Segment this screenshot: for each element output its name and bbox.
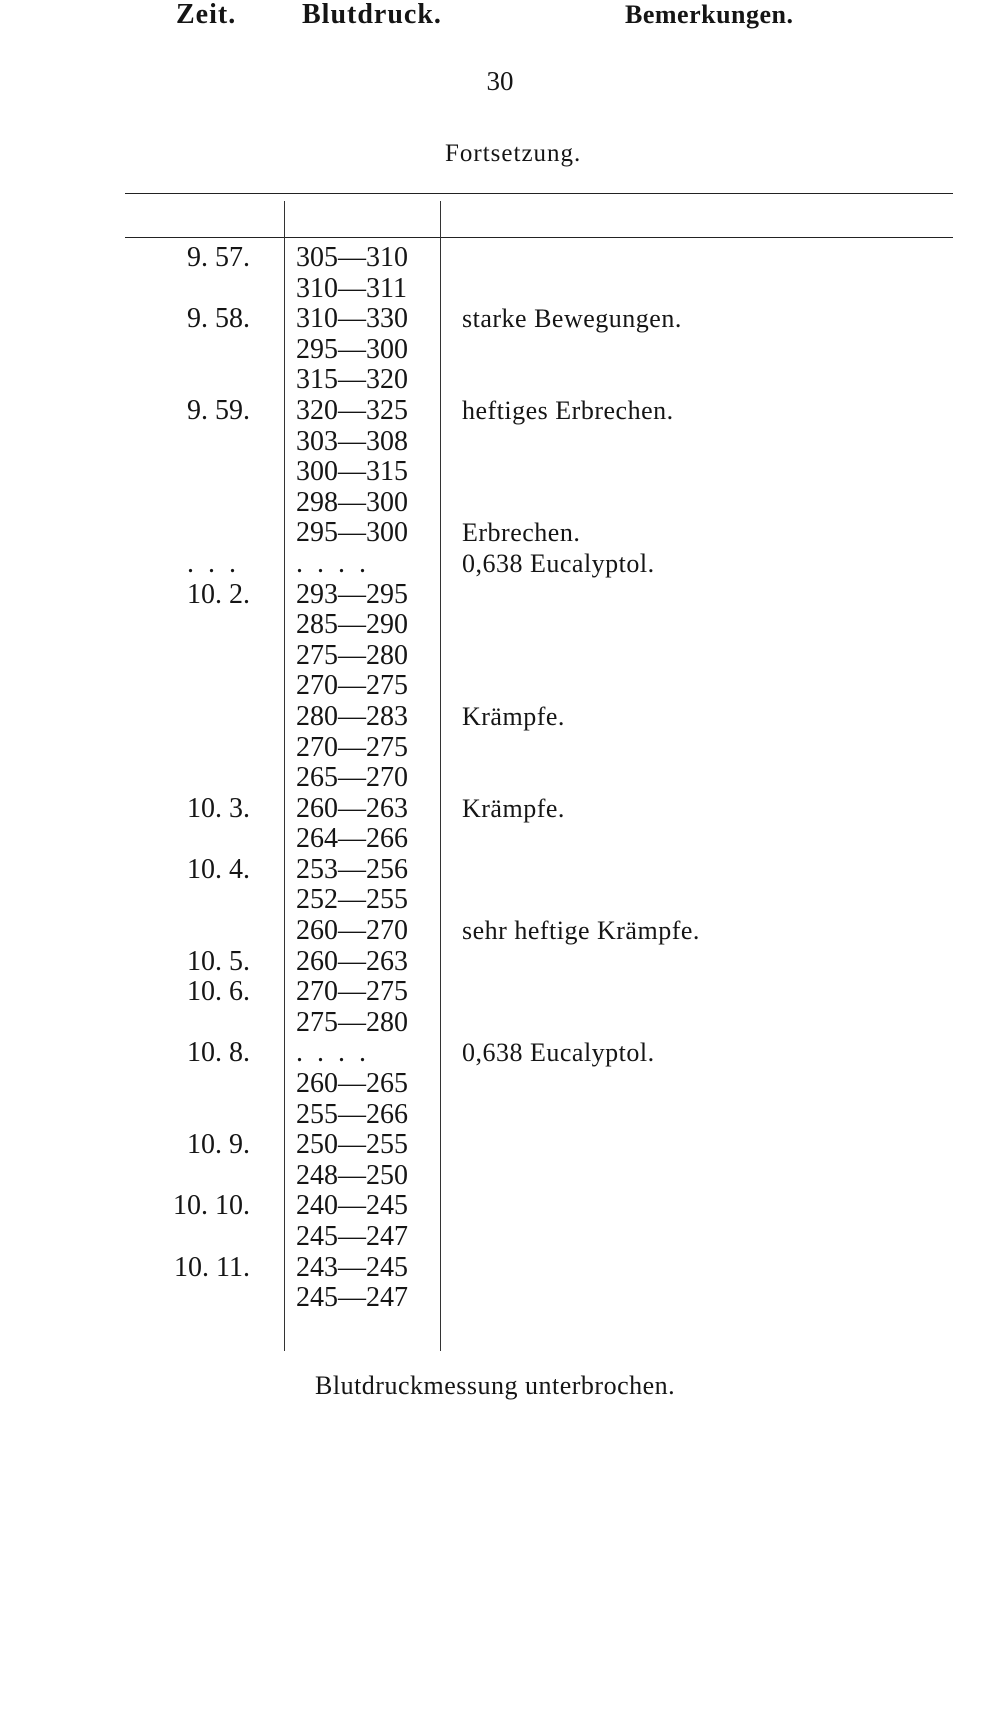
row-blutdruck: 310—311 (296, 272, 407, 304)
table-row (0, 855, 1000, 886)
row-blutdruck: 303—308 (296, 425, 408, 457)
header-zeit: Zeit. (176, 0, 237, 30)
row-zeit: 9. 58. (187, 303, 250, 335)
table-row (0, 977, 1000, 1008)
table-top-rule (125, 193, 953, 194)
row-blutdruck: 240—245 (296, 1190, 408, 1222)
row-blutdruck: 260—263 (296, 792, 408, 824)
row-blutdruck: 298—300 (296, 486, 408, 518)
row-blutdruck: 275—280 (296, 1006, 408, 1038)
subtitle: Fortsetzung. (445, 140, 582, 167)
table-row (0, 885, 1000, 916)
table-row (0, 457, 1000, 488)
table-row (0, 1222, 1000, 1253)
row-zeit: 9. 57. (187, 242, 250, 273)
row-bemerkung: Krämpfe. (462, 701, 565, 731)
row-blutdruck: 264—266 (296, 823, 408, 855)
table-row (0, 610, 1000, 641)
table-row (0, 518, 1000, 549)
table-row (0, 488, 1000, 519)
table-row (0, 916, 1000, 947)
table-row (0, 1130, 1000, 1161)
row-zeit: 10. 6. (187, 976, 250, 1008)
row-zeit: 10. 11. (174, 1251, 250, 1283)
row-bemerkung: 0,638 Eucalyptol. (462, 1038, 655, 1068)
row-blutdruck: 285—290 (296, 609, 408, 641)
table-row (0, 365, 1000, 396)
row-bemerkung: Erbrechen. (462, 518, 581, 548)
row-blutdruck: 250—255 (296, 1129, 408, 1161)
table-row (0, 1008, 1000, 1039)
row-blutdruck: 300—315 (296, 456, 408, 488)
table-row (0, 427, 1000, 458)
table-row (0, 274, 1000, 305)
table-row (0, 702, 1000, 733)
row-blutdruck: 310—330 (296, 303, 408, 335)
row-zeit: 10. 10. (173, 1190, 250, 1222)
table-row (0, 947, 1000, 978)
table-header-rule (125, 237, 953, 238)
row-zeit: 10. 9. (187, 1129, 250, 1161)
row-blutdruck: .... (296, 1037, 380, 1069)
row-blutdruck: 260—265 (296, 1068, 408, 1100)
table-row (0, 1191, 1000, 1222)
row-blutdruck: 252—255 (296, 884, 408, 916)
row-blutdruck: .... (296, 547, 380, 579)
table-row (0, 671, 1000, 702)
table-row (0, 641, 1000, 672)
page-number: 30 (486, 66, 514, 96)
row-zeit: 10. 8. (187, 1037, 250, 1069)
table-row (0, 304, 1000, 335)
row-blutdruck: 293—295 (296, 578, 408, 610)
row-blutdruck: 305—310 (296, 242, 408, 273)
row-zeit: 9. 59. (187, 394, 250, 426)
row-zeit: ... (187, 547, 250, 579)
row-zeit: 10. 2. (187, 578, 250, 610)
row-blutdruck: 260—263 (296, 945, 408, 977)
row-zeit: 10. 4. (187, 853, 250, 885)
row-bemerkung: Krämpfe. (462, 793, 565, 823)
row-blutdruck: 270—275 (296, 670, 408, 702)
table-row (0, 1283, 1000, 1314)
row-blutdruck: 245—247 (296, 1221, 408, 1252)
row-blutdruck: 280—283 (296, 700, 408, 732)
table-row (0, 794, 1000, 825)
row-bemerkung: 0,638 Eucalyptol. (462, 548, 655, 578)
row-blutdruck: 270—275 (296, 731, 408, 763)
row-blutdruck: 248—250 (296, 1159, 408, 1191)
row-bemerkung: heftiges Erbrechen. (462, 395, 674, 425)
table-row (0, 1100, 1000, 1131)
row-blutdruck: 295—300 (296, 333, 408, 365)
row-blutdruck: 265—270 (296, 762, 408, 794)
table-row (0, 1069, 1000, 1100)
row-blutdruck: 255—266 (296, 1098, 408, 1130)
header-bemerkungen: Bemerkungen. (625, 0, 794, 29)
row-blutdruck: 275—280 (296, 639, 408, 671)
row-bemerkung: sehr heftige Krämpfe. (462, 916, 700, 946)
table-row (0, 763, 1000, 794)
header-blutdruck: Blutdruck. (302, 0, 442, 30)
table-row (0, 396, 1000, 427)
table-row (0, 580, 1000, 611)
row-blutdruck: 270—275 (296, 976, 408, 1008)
row-blutdruck: 320—325 (296, 394, 408, 426)
row-blutdruck: 260—270 (296, 915, 408, 947)
table-body (0, 243, 1000, 1314)
table-row (0, 733, 1000, 764)
table-row (0, 1038, 1000, 1069)
row-blutdruck: 315—320 (296, 364, 408, 396)
table-row (0, 1253, 1000, 1284)
table-row (0, 549, 1000, 580)
row-bemerkung: starke Bewegungen. (462, 304, 682, 334)
table-row (0, 335, 1000, 366)
row-blutdruck: 295—300 (296, 517, 408, 549)
row-blutdruck: 253—256 (296, 853, 408, 885)
table-row (0, 824, 1000, 855)
row-zeit: 10. 3. (187, 792, 250, 824)
row-blutdruck: 245—247 (296, 1282, 408, 1314)
row-zeit: 10. 5. (187, 945, 250, 977)
table-row (0, 243, 1000, 274)
table-row (0, 1161, 1000, 1192)
row-blutdruck: 243—245 (296, 1251, 408, 1283)
footer-note: Blutdruckmessung unterbrochen. (315, 1371, 676, 1400)
